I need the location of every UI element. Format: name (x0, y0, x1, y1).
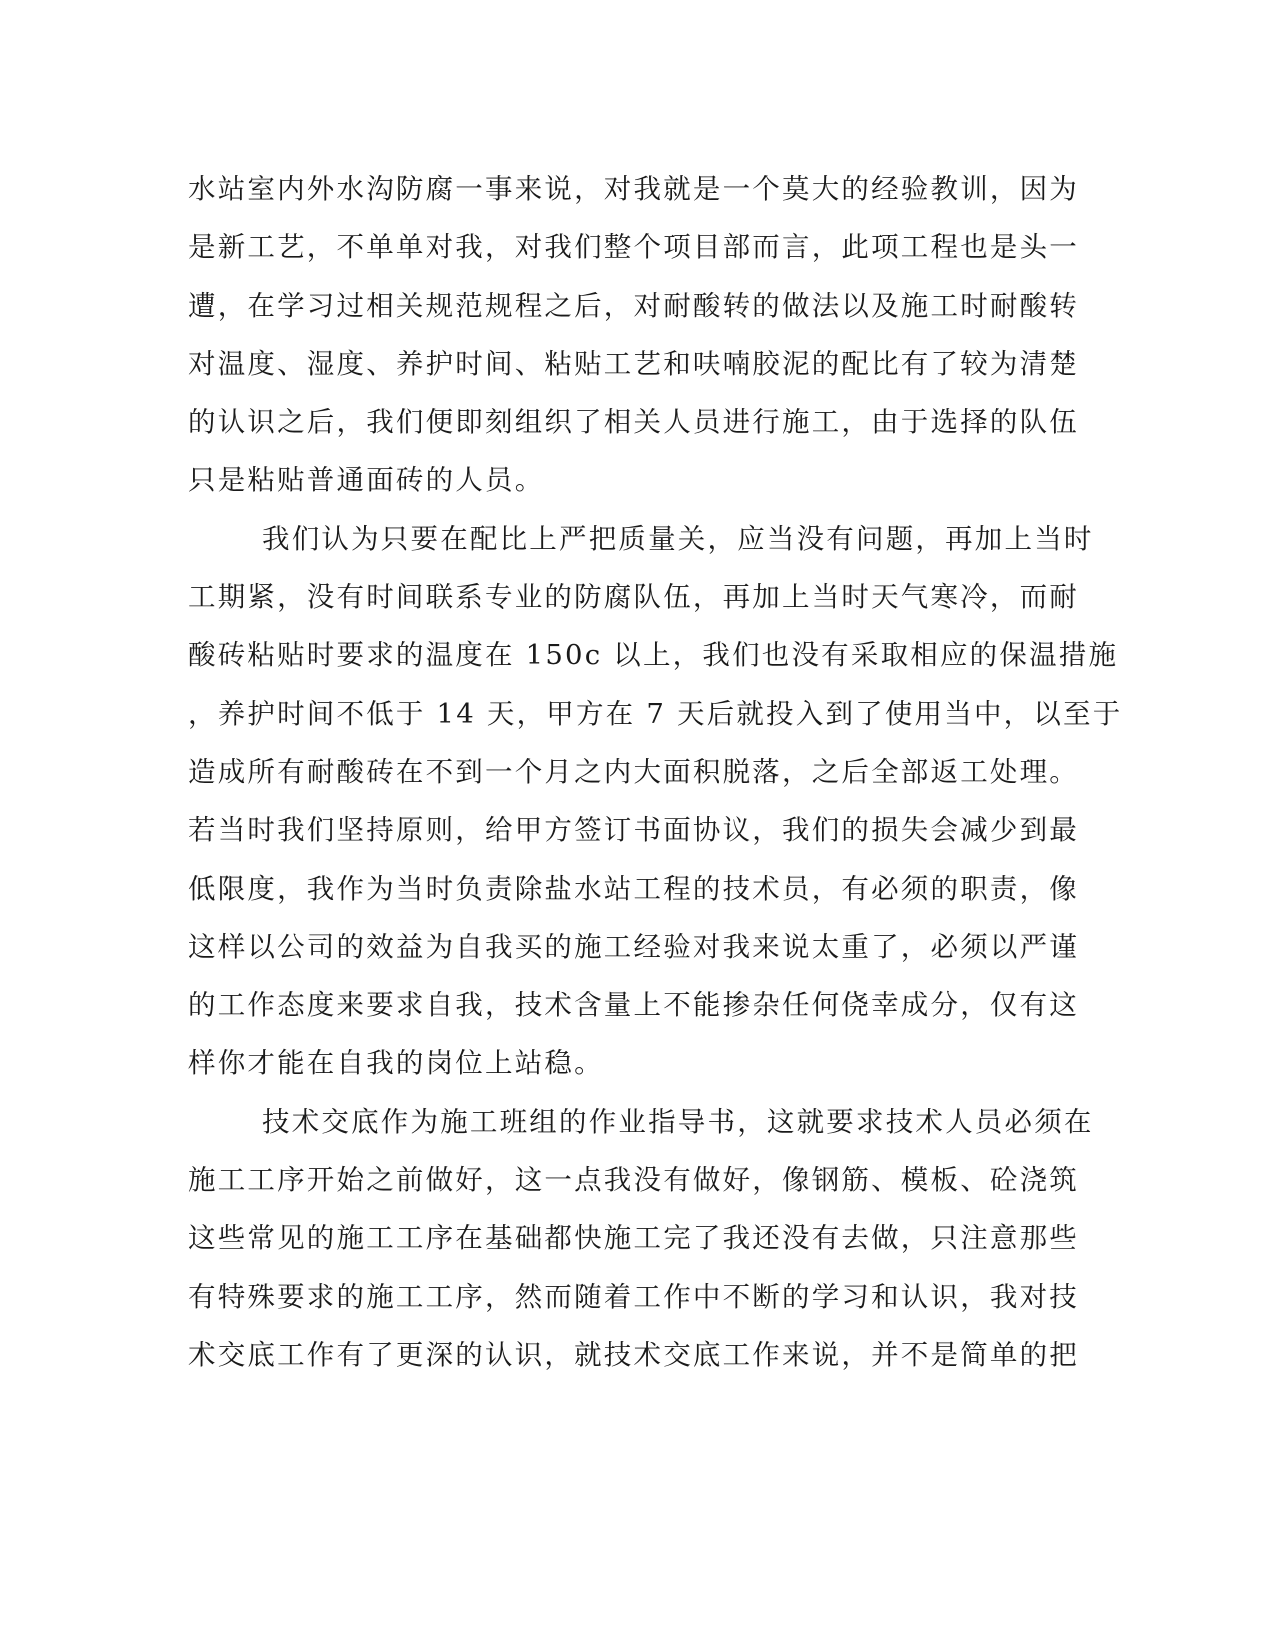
text-line: 有特殊要求的施工工序，然而随着工作中不断的学习和认识，我对技 (188, 1280, 1079, 1313)
text-line: 遭，在学习过相关规范规程之后，对耐酸转的做法以及施工时耐酸转 (188, 289, 1079, 322)
paragraph-start-line: 我们认为只要在配比上严把质量关，应当没有问题，再加上当时 (262, 522, 1094, 555)
text-line: 造成所有耐酸砖在不到一个月之内大面积脱落，之后全部返工处理。 (188, 755, 1079, 788)
text-line: ，养护时间不低于 14 天，甲方在 7 天后就投入到了使用当中，以至于 (188, 697, 1123, 730)
text-line: 只是粘贴普通面砖的人员。 (188, 464, 545, 497)
text-line: 这样以公司的效益为自我买的施工经验对我来说太重了，必须以严谨 (188, 930, 1079, 963)
text-line: 的工作态度来要求自我，技术含量上不能掺杂任何侥幸成分，仅有这 (188, 989, 1079, 1022)
text-line: 酸砖粘贴时要求的温度在 150c 以上，我们也没有采取相应的保温措施 (188, 639, 1119, 672)
body-text (188, 160, 1123, 1384)
paragraph-start-line: 技术交底作为施工班组的作业指导书，这就要求技术人员必须在 (262, 1105, 1094, 1138)
text-line: 若当时我们坚持原则，给甲方签订书面协议，我们的损失会减少到最 (188, 814, 1079, 847)
text-line: 水站室内外水沟防腐一事来说，对我就是一个莫大的经验教训，因为 (188, 173, 1079, 205)
text-line: 工期紧，没有时间联系专业的防腐队伍，再加上当时天气寒冷，而耐 (188, 581, 1079, 614)
text-line: 的认识之后，我们便即刻组织了相关人员进行施工，由于选择的队伍 (188, 406, 1079, 439)
text-line: 样你才能在自我的岗位上站稳。 (188, 1047, 604, 1080)
text-line: 低限度，我作为当时负责除盐水站工程的技术员，有必须的职责，像 (188, 872, 1079, 905)
text-line: 这些常见的施工工序在基础都快施工完了我还没有去做，只注意那些 (188, 1222, 1079, 1255)
text-line: 术交底工作有了更深的认识，就技术交底工作来说，并不是简单的把 (188, 1338, 1079, 1371)
text-line: 施工工序开始之前做好，这一点我没有做好，像钢筋、模板、砼浇筑 (188, 1164, 1079, 1197)
text-line: 对温度、湿度、养护时间、粘贴工艺和呋喃胶泥的配比有了较为清楚 (188, 347, 1079, 380)
text-line: 是新工艺，不单单对我，对我们整个项目部而言，此项工程也是头一 (188, 231, 1079, 264)
